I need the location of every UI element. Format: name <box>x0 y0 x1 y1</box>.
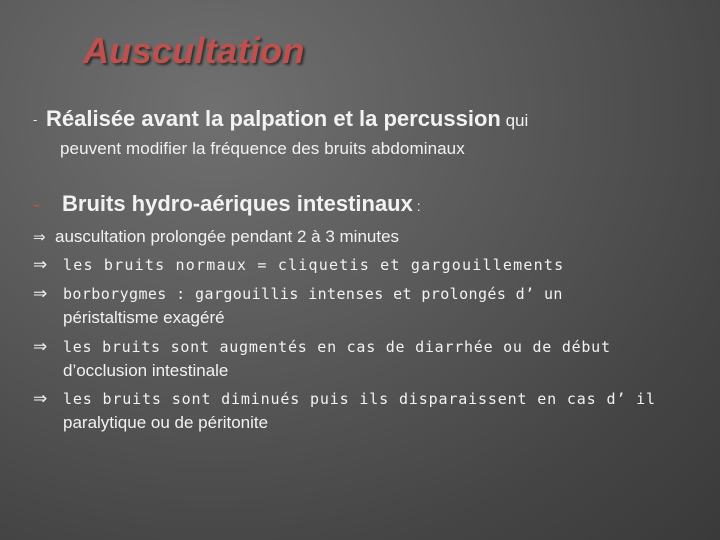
list-item-continuation: d’occlusion intestinale <box>63 361 229 380</box>
list-item-continuation: péristaltisme exagéré <box>63 308 225 327</box>
list-item <box>33 389 656 409</box>
list-item <box>33 284 563 304</box>
bullet-marker: - <box>33 194 40 216</box>
list-item-text: les bruits normaux = cliquetis et gargouillements <box>63 256 565 274</box>
bullet-2-colon: : <box>412 198 421 214</box>
bullet-2-main: Bruits hydro-aériques intestinaux <box>62 191 413 216</box>
list-item-text: les bruits sont diminués puis ils disparaissent en cas d’ il <box>63 390 656 408</box>
arrow-icon: ⇒ <box>33 337 48 356</box>
bullet-2-text <box>62 191 421 217</box>
list-item-continuation: paralytique ou de péritonite <box>63 413 269 432</box>
list-item <box>33 255 564 275</box>
arrow-icon: ⇒ <box>33 229 46 246</box>
arrow-icon: ⇒ <box>33 284 48 303</box>
list-item <box>33 337 611 357</box>
list-item-text: auscultation prolongée pendant 2 à 3 minutes <box>55 227 400 246</box>
bullet-marker: - <box>33 112 38 127</box>
bullet-1-main: Réalisée avant la palpation et la percussion <box>46 106 501 131</box>
list-item-text: les bruits sont augmentés en cas de diarrhée ou de début <box>63 338 611 356</box>
arrow-icon: ⇒ <box>33 255 48 274</box>
list-item-text: borborygmes : gargouillis intenses et prolongés d’ un <box>63 285 563 303</box>
bullet-1-text <box>46 106 528 132</box>
bullet-1-continuation: peuvent modifier la fréquence des bruits abdominaux <box>60 139 465 158</box>
list-item <box>33 227 399 247</box>
arrow-icon: ⇒ <box>33 389 48 408</box>
slide-title: Auscultation <box>83 30 305 71</box>
bullet-1-tail: qui <box>500 111 529 130</box>
